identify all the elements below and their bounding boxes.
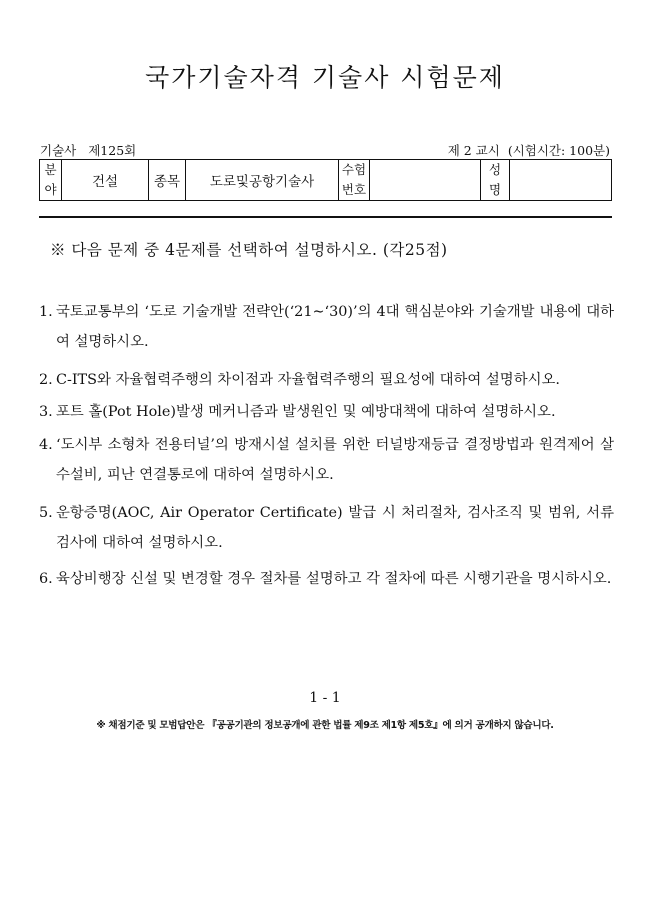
question-number: 1. [39, 304, 53, 320]
exam-period-group [448, 141, 610, 159]
name-label-1: 성 [488, 162, 502, 177]
question-text: 포트 홀(Pot Hole)발생 메커니즘과 발생원인 및 예방대책에 대하여 설명하시오. [56, 404, 556, 420]
question-text: C-ITS와 자율협력주행의 차이점과 자율협력주행의 필요성에 대하여 설명하시오. [56, 372, 560, 388]
exam-time: (시험시간: 100분) [507, 143, 610, 158]
exam-no-input-cell[interactable] [370, 160, 481, 201]
question-number: 3. [39, 404, 53, 420]
header-divider [39, 216, 612, 218]
question-number: 6. [39, 571, 53, 587]
exam-round: 제125회 [88, 143, 137, 158]
question-item [39, 430, 614, 490]
question-text: ‘도시부 소형차 전용터널’의 방재시설 설치를 위한 터널방재등급 결정방법과 원격제어 살수설비, 피난 연결통로에 대하여 설명하시오. [56, 437, 614, 483]
question-item [39, 498, 614, 558]
name-input-cell[interactable] [510, 160, 612, 201]
item-label-cell: 종목 [149, 160, 186, 201]
question-text: 운항증명(AOC, Air Operator Certificate) 발급 시 처리절차, 검사조직 및 범위, 서류 검사에 대하여 설명하시오. [56, 505, 614, 551]
field-value-cell: 건설 [62, 160, 149, 201]
question-number: 2. [39, 372, 53, 388]
question-item [39, 564, 614, 594]
page-number: 1 - 1 [309, 690, 341, 706]
disclosure-notice: ※ 채점기준 및 모범답안은 『공공기관의 정보공개에 관한 법률 제9조 제1항 제5호』에 의거 공개하지 않습니다. [96, 720, 554, 731]
field-label-cell [40, 160, 62, 201]
instruction-text: ※ 다음 문제 중 4문제를 선택하여 설명하시오. (각25점) [50, 241, 448, 259]
field-label-1: 분 [44, 162, 57, 177]
question-text: 국토교통부의 ‘도로 기술개발 전략안(‘21∼‘30)’의 4대 핵심분야와 기술개발 내용에 대하여 설명하시오. [56, 304, 614, 350]
exam-no-label-2: 번호 [341, 182, 367, 197]
exam-info-row [40, 141, 610, 159]
question-number: 4. [39, 437, 53, 453]
name-label-cell [481, 160, 510, 201]
exam-no-label-cell [339, 160, 370, 201]
exam-no-label-1: 수험 [341, 162, 367, 177]
exam-title: 국가기술자격 기술사 시험문제 [145, 63, 505, 92]
exam-round-group [40, 141, 136, 159]
exam-header-table [39, 159, 612, 201]
item-value-cell: 도로및공항기술사 [186, 160, 339, 201]
question-text: 육상비행장 신설 및 변경할 경우 절차를 설명하고 각 절차에 따른 시행기관을 명시하시오. [56, 571, 612, 587]
question-item [39, 297, 614, 357]
exam-period: 제 2 교시 [447, 143, 500, 158]
exam-category: 기술사 [40, 143, 77, 158]
question-item [39, 365, 614, 395]
name-label-2: 명 [488, 182, 502, 197]
question-number: 5. [39, 505, 53, 521]
field-label-2: 야 [44, 182, 57, 197]
question-item [39, 397, 614, 427]
